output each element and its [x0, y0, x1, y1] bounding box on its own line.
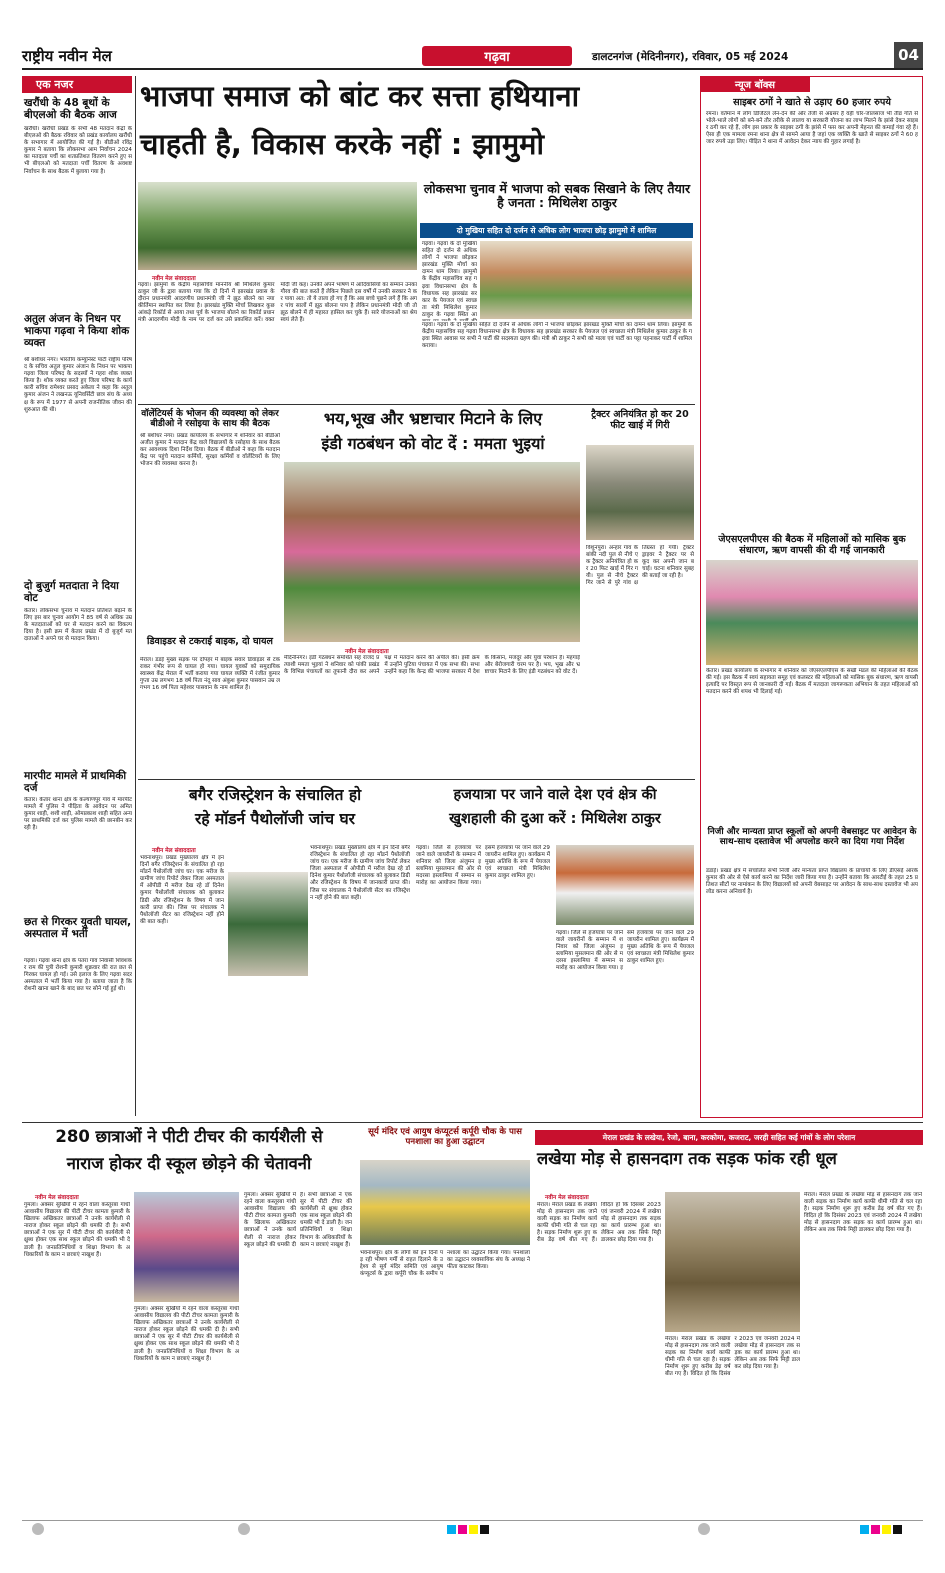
road-kicker: मेराल प्रखंड के लखेया, रेजो, बाना, करकोमा, कजराट, जरही सहित कई गांवों के लोग परेशान: [535, 1130, 923, 1145]
lead-row-divider: [138, 404, 695, 405]
news-item-3-body: डंडाई। प्रखंड क्षेत्र में संचालित सभी निजी और मान्यता प्राप्त विद्यालय के प्राचार्यों के लिए डीएसई आरके कुमार की ओर से ऐसे कार्य करने का निर्देश जारी किया गया है। उन्होंने बताया कि आरटीई के तहत 25 प्रतिशत सीटों पर नामांकन के लिए विद्यालयों को अपनी वेबसाइट पर आवेदन के साथ-साथ दस्तावेज भी अपलोड करना अनिवार्य है।: [706, 868, 918, 896]
masthead: [22, 42, 923, 70]
teacher-photo: [134, 1192, 239, 1302]
mithilesh-body-1: गढ़वा। गढ़वा के दो मुखिया सहित दो दर्जन से अधिक लोगों ने भाजपा छोड़कर झारखंड मुक्ति मोर्चा का दामन थाम लिया। झामुमो के केंद्रीय महासचिव सह गढ़वा विधानसभा क्षेत्र के विधायक सह झारखंड सरकार के पेयजल एवं स्वच्छता मंत्री मिथिलेश कुमार ठाकुर के गढ़वा स्थित आ: [422, 241, 477, 318]
footer-bar: [22, 1520, 923, 1521]
left-item-5-body: गढ़वा। गढ़वा थाना क्षेत्र के पतरा गांव निवासी शिवशंकर राम की पुत्री रोशनी कुमारी शुक्रवार की रात छत से गिरकर घायल हो गई। उसे इलाज के लिए गढ़वा सदर अस्पताल में भर्ती किया गया है। बताया जाता है कि रोशनी खाना खाने के बाद छत पर सोने गई हुई थी।: [24, 958, 132, 993]
registration-mark: [871, 1525, 880, 1534]
dumper-headline: डिवाइडर से टकराई बाइक, दो घायल: [147, 636, 273, 647]
pathology-headline-1: बगैर रजिस्ट्रेशन के संचालित हो: [188, 786, 362, 804]
left-item-2-body: श्री बंशीधर नगर। भारतीय कम्युनिस्ट पार्टी राष्ट्रीय परिषद के सचिव अतुल कुमार अंजान के निधन पर भाकपा गढ़वा जिला परिषद के सदस्यों ने गहरा शोक व्यक्त किया है। शोक व्यक्त करते हुए जिला परिषद के कार्यकारी सचिव रामेश्वर प्रसाद अकेला ने कहा कि अतुल कुमार अंजन ने लखनऊ यूनिवर्सिटी छात्र संघ के अध्यक्ष के रूप में 1977 से अपनी राजनीतिक जीवन की शुरुआत की थी।: [24, 357, 132, 413]
road-body-3: मेराल। मेराल प्रखंड के लखेया मोड़ से हासनदाग तक जाने वाली सड़क का निर्माण कार्य काफी धीमी गति से चल रहा है। सड़क निर्माण शुरू हुए करीब डेढ़ वर्ष बीत गए हैं। विदित हो कि दिसंबर 2023 एवं जनवरी 2024 में लखेया मोड़ से हासनदाग तक सड़क का कार्य प्रारम्भ हुआ था। लेकिन अब तक सिर्फ मिट्टी डालकर छोड़ दिया गया है।: [804, 1192, 922, 1234]
hajj-body-1: गढ़वा। जिले से हजयात्रा पर जाने वाले जायरीनों के सम्मान में शनिवार को जिला अंजुमन इस्लामिया मुसलमान की ओर से मदरसा इस्लामिया में सम्मान समारोह का आयोजन किया गया। इसमें हजयात्रा पर जाने वाले 29 जायरीन शामिल हुए। कार्यक्रम में मुख्य अतिथि के रूप में पेयजल एवं स्वच्छता मंत्री मिथिलेश कुमार ठाकुर शामिल हुए।: [416, 845, 550, 887]
registration-mark: [32, 1523, 44, 1535]
lead-photo: [138, 182, 417, 270]
registration-mark: [882, 1525, 891, 1534]
registration-mark: [698, 1523, 710, 1535]
news-box-label: न्यूज बॉक्स: [700, 76, 810, 92]
tractor-photo: [586, 445, 694, 540]
mithilesh-subhead: दो मुखिया सहित दो दर्जन से अधिक लोग भाजपा छोड़ झामुमो में शामिल: [420, 223, 693, 238]
paper-name: राष्ट्रीय नवीन मेल: [22, 47, 112, 65]
teacher-byline: नवीन मेल संवाददाता: [35, 1195, 79, 1201]
news-item-2-body: केतार। प्रखंड कार्यालय के सभागार में शनिवार को जेएसएलपीएस के सखी मंडल की महिलाओं की बैठक की गई। इस बैठक में स्वयं सहायता समूह एवं कलस्टर की महिलाओं को मासिक बुक संधारण, ऋण वापसी इत्यादि पर विस्तृत रूप से जानकारी दी गई। बैठक में मतदाता जागरूकता अभियान के तहत महिलाओं को मतदान करने की शपथ भी दिलाई गई।: [706, 668, 918, 696]
mid-divider: [138, 779, 695, 780]
registration-mark: [860, 1525, 869, 1534]
registration-mark: [893, 1525, 902, 1534]
road-byline: नवीन मेल संवाददाता: [545, 1195, 589, 1201]
pathology-byline: नवीन मेल संवाददाता: [152, 848, 196, 854]
hajj-headline-2: खुशहाली की दुआ करें : मिथिलेश ठाकुर: [449, 811, 661, 827]
news-item-3-title: निजी और मान्यता प्राप्त स्कूलों को अपनी वेबसाइट पर आवेदन के साथ-साथ दस्तावेज भी अपलोड करने का दिया गया निर्देश: [707, 827, 917, 848]
lead-byline: नवीन मेल संवाददाता: [152, 276, 196, 282]
road-body-2: मेराल। मेराल प्रखंड के लखेया मोड़ से हासनदाग तक जाने वाली सड़क का निर्माण कार्य काफी धीमी गति से चल रहा है। सड़क निर्माण शुरू हुए करीब डेढ़ वर्ष बीत गए हैं। विदित हो कि दिसंबर 2023 एवं जनवरी 2024 में लखेया मोड़ से हासनदाग तक सड़क का कार्य प्रारम्भ हुआ था। लेकिन अब तक सिर्फ मिट्टी डालकर छोड़ दिया गया है।: [665, 1336, 800, 1378]
lead-headline-1: भाजपा समाज को बांट कर सत्ता हथियाना: [140, 79, 580, 113]
lead-headline-2: चाहती है, विकास करके नहीं : झामुमो: [140, 127, 545, 161]
section-label: गढ़वा: [422, 46, 572, 66]
registration-mark: [238, 1523, 250, 1535]
page-number: 04: [894, 42, 923, 68]
mithilesh-headline: लोकसभा चुनाव में भाजपा को सबक सिखाने के लिए तैयार है जनता : मिथिलेश ठाकुर: [423, 181, 691, 211]
road-photo: [665, 1192, 800, 1332]
left-column-divider: [135, 76, 136, 1116]
registration-mark: [447, 1525, 456, 1534]
hajj-body-2: गढ़वा। जिले से हजयात्रा पर जाने वाले जायरीनों के सम्मान में शनिवार को जिला अंजुमन इस्लामिया मुसलमान की ओर से मदरसा इस्लामिया में सम्मान समारोह का आयोजन किया गया। इसमें हजयात्रा पर जाने वाले 29 जायरीन शामिल हुए। कार्यक्रम में मुख्य अतिथि के रूप में पेयजल एवं स्वच्छता मंत्री मिथिलेश कुमार ठाकुर शामिल हुए।: [556, 930, 694, 972]
volunteer-headline: वॉलेंटियर्स के भोजन की व्यवस्था को लेकर बीडीओ ने रसोइया के साथ की बैठक: [141, 409, 279, 430]
mamta-headline-2: इंडी गठबंधन को वोट दें : ममता भुइयां: [321, 434, 545, 453]
bottom-divider: [22, 1122, 923, 1123]
left-item-4-title: मारपीट मामले में प्राथमिकी दर्ज: [24, 770, 127, 795]
tractor-body: विशुनपुरा। अन्हार गांव के बांकी नदी पुल से नीचे एक ट्रैक्टर अनियंत्रित हो कर 20 फिट खाई में गिर गयी। पुल से नीचे ट्रैक्टर गिर जाने से पुरे गांव क्षतिग्रस्त हो गयी। ट्रैक्टर ड्राइवर ने ट्रैक्टर पर से कूद कर अपनी जान बचाई। घटना शनिवार सुबह की बताई जा रही है।: [586, 545, 694, 587]
pathology-body-1: भवनाथपुर। प्रखंड मुख्यालय क्षेत्र में इन दिनों बगैर रजिस्ट्रेशन के संचालित हो रहा मॉडर्न पैथोलॉजी जांच घर। एक मरीज के ग्रामीण जांच रिपोर्ट लेकर जिला अस्पताल में ओपीडी में मरीज देख रहे डॉ दिनेश कुमार पैथोलॉजी संचालक को बुलाकर डिग्री और रजिस्ट्रेशन के विषय में जानकारी प्राप्त की। जिस पर संचालक ने पैथोलॉजी सेंटर का रजिस्ट्रेशन नहीं होने की बात कही।: [140, 855, 224, 925]
left-item-1-body: खरौंधी। खरौंधी प्रखंड के सभी 48 मतदान केंद्रों के बीएलओ की बैठक रविवार को प्रखंड कार्यालय खरौंधी के सभागार में आयोजित की गई है। बीडीओ रविंद्र कुमार ने बताया कि लोकसभा आम निर्वाचन 2024 का मतदाता पर्ची का शतप्रतिशत वितरण करने हुए सभी बीएलओ को मतदाता पर्ची वितरण के अवशष्ट निर्वाचन के साथ बैठक में बुलाया गया है।: [24, 126, 132, 175]
registration-mark: [469, 1525, 478, 1534]
news-item-1-body: रमना। वर्तमान में लोग डिजिटल लेन-देन की ओर तेजी से अग्रसर हैं वहीं चोर-जालसाज भी तीव्र गति से भोले-भाले लोगों को बने-बने तौर तरीके से लालच या सरकारी योजना का लाभ मिलने के झांसे देकर साइबर ठगी कर रहे हैं, लोग इस प्रकार के साइबर ठगी के झांसे में फस कर अपनी मेहनत की कमाई गंवा रहे हैं। ऐसा ही एक मामला रमना थाना क्षेत्र से सामने आया है जहां एक व्यक्ति के खाते से साइबर ठगों ने 60 हजार रुपये उड़ा लिए। पीड़ित ने थाना में आवेदन देकर न्याय की गुहार लगाई है।: [706, 111, 918, 146]
registration-mark: [458, 1525, 467, 1534]
lead-body: गढ़वा। झामुमो के केंद्रीय महासचिव माननीय श्री मिथिलेश कुमार ठाकुर जी के द्वारा बताया गया कि दो दिनों में झारखंड प्रवास के दौरान प्रधानमंत्री आदरणीय प्रधानमंत्री जी ने झूठ बोलने का नया कीर्तिमान स्थापित कर लिया है। झारखंड मुक्ति मोर्चा लिखकर कुछ आंकड़े रिकॉर्ड से आया तथा पूर्व के भाजपा बोलने का रिकॉर्ड प्रधानमंत्री आदरणीय मोदी के नाम पर दर्ज कर उसे प्रकाशित करें। वक्त मोदी जी कह। उनकी अपने भाषण में आदिवासियों का सम्मान उनका गौरव की बात करते हैं लेकिन पिछले दस वर्षों में उनकी सरकार ने कर पाया अत: तो ये ताला हो गए हैं कि अब बच्चे पूछने लगे हैं कि अगर पांच सालों में झूठ बोलना पाप है लेकिन प्रधानमंत्री मोदी जी तो झूठ बोलने में ही महारत हासिल कर चुके हैं। सारे योजनाओं का श्रेय स्वयं लेते हैं।: [138, 282, 417, 324]
teacher-headline-2: नाराज होकर दी स्कूल छोड़ने की चेतावनी: [66, 1154, 312, 1173]
left-item-4-body: केतार। केतार थाना क्षेत्र के कल्याणपुर गांव में मारपीट मामले में पुलिस ने पीड़िता के आवेदन पर अमित कुमार शाही, शशी शाही, ओमप्रकाश शाही सहित अन्य पर प्राथमिकी दर्ज कर पुलिस मामले की छानबीन कर रही है।: [24, 797, 132, 832]
mamta-body: मेदिनीनगर। इंडी गठबंधन समर्थित सह राजद प्रत्याशी ममता भुइयां ने शनिवार को पांकी प्रखंड के विभिन्न पंचायतों का तूफानी दौरा कर अपने पक्ष में मतदान करने की अपील की। इसी क्रम में उन्होंने पुटिया पंचायत में एक सभा की। सभा उन्होंने कहा कि केन्द्र की भाजपा सरकार में देश के किसान, मजदूर और युवा परेशान हैं। महंगाई और बेरोजगारी चरम पर है। भय, भूख और भ्रष्टाचार मिटाने के लिए इंडी गठबंधन को वोट दें।: [284, 655, 580, 676]
hajj-headline-1: हजयात्रा पर जाने वाले देश एवं क्षेत्र की: [453, 787, 657, 803]
pathology-photo: [228, 872, 308, 976]
dateline: डालटनगंज (मेदिनीनगर), रविवार, 05 मई 2024: [592, 51, 789, 63]
mithilesh-body-2: गढ़वा। गढ़वा के दो मुखिया सहित दो दर्जन से अधिक लोगों ने भाजपा छोड़कर झारखंड मुक्ति मोर्चा का दामन थाम लिया। झामुमो के केंद्रीय महासचिव सह गढ़वा विधानसभा क्षेत्र के विधायक सह झारखंड सरकार के पेयजल एवं स्वच्छता मंत्री मिथिलेश कुमार ठाकुर के गढ़वा स्थित आवास पर सभी ने पार्टी की सदस्यता ग्रहण की। मंत्री श्री ठाकुर ने सभी को माला एवं पार्टी का पट्टा पहनाकर पार्टी में शामिल कराया।: [422, 322, 692, 350]
surya-headline: सूर्य मंदिर एवं आयुष कंप्यूटर्स कर्पूरी चौक के पास पनशाला का हुआ उद्घाटन: [368, 1127, 522, 1147]
news-item-1-title: साइबर ठगों ने खाते से उड़ाए 60 हजार रुपये: [733, 97, 891, 108]
teacher-headline-1: 280 छात्राओं ने पीटी टीचर की कार्यशैली से: [55, 1127, 323, 1146]
ek-nazar-label: एक नजर: [22, 76, 132, 93]
mithilesh-photo: [480, 241, 692, 319]
surya-photo: [360, 1160, 530, 1245]
left-item-1-title: खरौंधी के 48 बूथों के बीएलओ की बैठक आज: [24, 97, 117, 122]
teacher-body-1: गुमला। अक्सर सुर्खियों में रहने वाला कस्तूरबा गांधी आवासीय विद्यालय की पीटी टीचर कामता कुमारी के खिलाफ अखिकतर छात्राओं ने उनके कार्यशैली से नाराज होकर स्कूल छोड़ने की धमकी दी है। सभी छात्राओं ने एक सुर में पीटी टीचर की कार्यशैली से क्षुब्ध होकर एक साथ स्कूल छोड़ने की धमकी भी दे डाली है। जनप्रतिनिधियों व शिक्षा विभाग के अधिकारियों के काम न छात्राएं नाखुश हैं।: [24, 1202, 130, 1258]
news-item-2-title: जेएसएलपीएस की बैठक में महिलाओं को मासिक बुक संधारण, ऋण वापसी की दी गई जानकारी: [718, 534, 906, 557]
pathology-headline-2: रहे मॉडर्न पैथोलॉजी जांच घर: [195, 810, 355, 828]
tractor-headline: ट्रैक्टर अनियंत्रित हो कर 20 फीट खाई में गिरी: [591, 409, 689, 431]
road-body-1: मेराल। मेराल प्रखंड के लखेया मोड़ से हासनदाग तक जाने वाली सड़क का निर्माण कार्य काफी धीमी गति से चल रहा है। सड़क निर्माण शुरू हुए करीब डेढ़ वर्ष बीत गए हैं। विदित हो कि दिसंबर 2023 एवं जनवरी 2024 में लखेया मोड़ से हासनदाग तक सड़क का कार्य प्रारम्भ हुआ था। लेकिन अब तक सिर्फ मिट्टी डालकर छोड़ दिया गया है।: [537, 1202, 661, 1244]
left-item-2-title: अतुल अंजन के निधन पर भाकपा गढ़वा ने किया शोक व्यक्त: [24, 313, 130, 350]
teacher-body-3: गुमला। अक्सर सुर्खियों में रहने वाला कस्तूरबा गांधी आवासीय विद्यालय की पीटी टीचर कामता कुमारी के खिलाफ अखिकतर छात्राओं ने उनके कार्यशैली से नाराज होकर स्कूल छोड़ने की धमकी दी है। सभी छात्राओं ने एक सुर में पीटी टीचर की कार्यशैली से क्षुब्ध होकर एक साथ स्कूल छोड़ने की धमकी भी दे डाली है। जनप्रतिनिधियों व शिक्षा विभाग के अधिकारियों के काम न छात्राएं नाखुश हैं।: [244, 1192, 352, 1248]
volunteer-body: श्री बंशीधर नगर। प्रखंड कार्यालय के सभागार में शनिवार को बीडीओ अजीत कुमार ने मतदान केंद्र वाले विद्यालयों के रसोइया के साथ बैठक कर आवश्यक दिशा निर्देश दिया। बैठक में बीडीओ ने कहा कि मतदान केंद्र पर पहुंचे मतदान कर्मियों, सुरक्षा कर्मियों व वॉलेंटियरों के लिए भोजन की व्यवस्था करना है।: [140, 433, 280, 468]
left-item-3-body: केतार। लोकसभा चुनाव में मतदान प्रतिशत बढ़ाने के लिए इस बार चुनाव आयोग ने 85 वर्ष से अधिक उम्र के मतदाताओं को घर से मतदान करने का विकल्प दिया है। इसी क्रम में केतार प्रखंड में दो बुजुर्ग मतदाताओं ने अपने घर से मतदान किया।: [24, 608, 132, 643]
left-item-3-title: दो बुजुर्ग मतदाता ने दिया वोट: [24, 580, 119, 605]
mamta-headline-1: भय,भूख और भ्रष्टाचार मिटाने के लिए: [323, 409, 543, 428]
news-item-2-photo: [706, 560, 918, 665]
registration-mark: [480, 1525, 489, 1534]
pathology-body-2: भवनाथपुर। प्रखंड मुख्यालय क्षेत्र में इन दिनों बगैर रजिस्ट्रेशन के संचालित हो रहा मॉडर्न पैथोलॉजी जांच घर। एक मरीज के ग्रामीण जांच रिपोर्ट लेकर जिला अस्पताल में ओपीडी में मरीज देख रहे डॉ दिनेश कुमार पैथोलॉजी संचालक को बुलाकर डिग्री और रजिस्ट्रेशन के विषय में जानकारी प्राप्त की। जिस पर संचालक ने पैथोलॉजी सेंटर का रजिस्ट्रेशन नहीं होने की बात कही।: [310, 845, 410, 901]
hajj-photo: [556, 845, 694, 925]
surya-body: भवनाथपुर। क्षेत्र के लोगों को इन दिनों पड़ रही भीषण गर्मी से राहत दिलाने के उद्देश्य से सूर्य मंदिर समिति एवं आयुष कंप्यूटर्स के द्वारा कर्पूरी चौक के समीप पनशाला का उद्घाटन किया गया। पनशाला का उद्घाटन व्यवसायिक संघ के अध्यक्ष ने फीता काटकर किया।: [360, 1250, 530, 1278]
road-headline: लखेया मोड़ से हासनदाग तक सड़क फांक रही धूल: [537, 1149, 837, 1168]
mamta-byline: नवीन मेल संवाददाता: [345, 649, 389, 655]
left-item-5-title: छत से गिरकर युवती घायल, अस्पताल में भर्ती: [24, 916, 132, 941]
teacher-body-2: गुमला। अक्सर सुर्खियों में रहने वाला कस्तूरबा गांधी आवासीय विद्यालय की पीटी टीचर कामता कुमारी के खिलाफ अखिकतर छात्राओं ने उनके कार्यशैली से नाराज होकर स्कूल छोड़ने की धमकी दी है। सभी छात्राओं ने एक सुर में पीटी टीचर की कार्यशैली से क्षुब्ध होकर एक साथ स्कूल छोड़ने की धमकी भी दे डाली है। जनप्रतिनिधियों व शिक्षा विभाग के अधिकारियों के काम न छात्राएं नाखुश हैं।: [134, 1306, 239, 1362]
mamta-photo: [284, 462, 580, 642]
dumper-body: मेराल। डंडई मुख्य सड़क पर दोपहर में बाइक सवार डिवाइडर से टकराकर गंभीर रूप से घायल हो गया। घायल युवकों को समुदायिक स्वास्थ्य केंद्र मेराल में भर्ती कराया गया घायल व्यक्ति में रंजीत कुमार गुप्ता उम्र लगभग 18 वर्ष पिता नंदू साव अंकुश कुमार पासवान उम्र लगभग 16 वर्ष पिता महेश्वर पासवान के नाम शामिल हैं।: [140, 657, 280, 692]
